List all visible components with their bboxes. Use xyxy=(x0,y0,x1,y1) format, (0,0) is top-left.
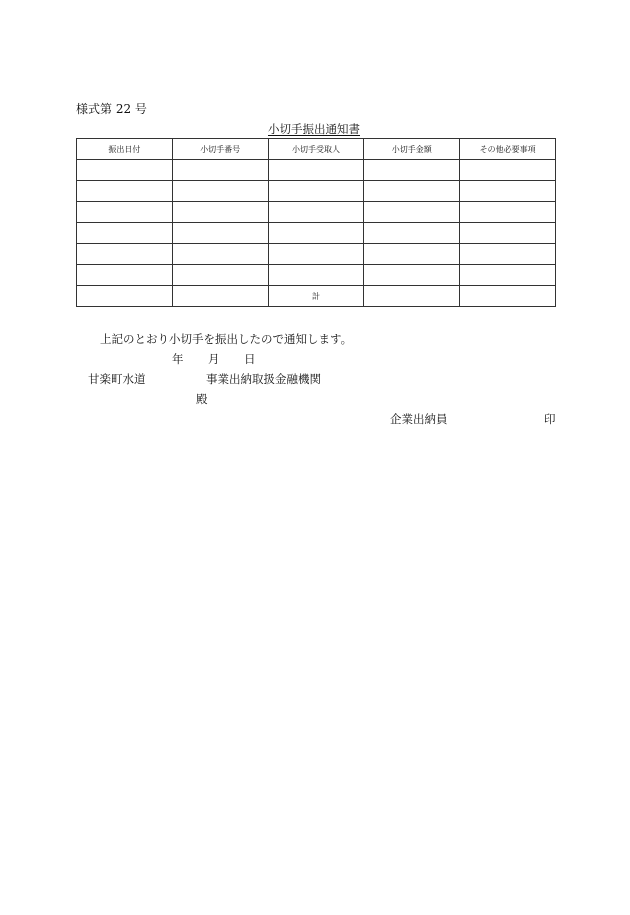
column-header-amount: 小切手金額 xyxy=(364,139,460,160)
table-cell xyxy=(364,181,460,202)
table-cell xyxy=(460,265,556,286)
table-cell xyxy=(460,286,556,307)
check-issue-table xyxy=(76,138,556,307)
total-label: 計 xyxy=(268,286,364,307)
date-year-label: 年 xyxy=(172,352,184,366)
organization-name: 甘楽町水道 xyxy=(88,372,146,386)
table-cell xyxy=(77,160,173,181)
table-cell xyxy=(364,160,460,181)
table-cell xyxy=(364,244,460,265)
column-header-payee: 小切手受取人 xyxy=(268,139,364,160)
table-cell xyxy=(172,265,268,286)
table-row xyxy=(77,160,556,181)
honorific: 殿 xyxy=(196,392,208,406)
date-day-label: 日 xyxy=(244,352,256,366)
column-header-check-number: 小切手番号 xyxy=(172,139,268,160)
seal-mark: 印 xyxy=(544,412,556,426)
table-cell xyxy=(172,160,268,181)
column-header-other-items: その他必要事項 xyxy=(460,139,556,160)
table-cell xyxy=(172,202,268,223)
table-cell xyxy=(460,244,556,265)
table-header-row xyxy=(77,139,556,160)
table-cell xyxy=(268,223,364,244)
table-row xyxy=(77,223,556,244)
table-cell xyxy=(268,160,364,181)
table-row xyxy=(77,265,556,286)
table-cell xyxy=(460,202,556,223)
table-cell xyxy=(364,223,460,244)
table-cell xyxy=(460,160,556,181)
column-header-issue-date: 振出日付 xyxy=(77,139,173,160)
table-cell xyxy=(172,223,268,244)
form-number: 様式第 22 号 xyxy=(76,102,147,116)
table-row xyxy=(77,181,556,202)
table-row xyxy=(77,244,556,265)
notice-statement: 上記のとおり小切手を振出したので通知します。 xyxy=(100,332,353,346)
table-cell xyxy=(460,223,556,244)
table-cell xyxy=(77,265,173,286)
table-cell xyxy=(77,202,173,223)
table-cell xyxy=(77,223,173,244)
table-cell xyxy=(460,181,556,202)
table-row xyxy=(77,202,556,223)
table-cell xyxy=(77,244,173,265)
table-cell xyxy=(268,244,364,265)
document-title: 小切手振出通知書 xyxy=(268,122,360,136)
table-cell xyxy=(77,286,173,307)
table-cell xyxy=(268,202,364,223)
table-cell xyxy=(172,181,268,202)
table-cell xyxy=(364,265,460,286)
bank-name: 事業出納取扱金融機関 xyxy=(206,372,321,386)
table-cell xyxy=(172,244,268,265)
table-total-row xyxy=(77,286,556,307)
officer-title: 企業出納員 xyxy=(390,412,448,426)
table-cell xyxy=(172,286,268,307)
total-amount-cell xyxy=(364,286,460,307)
date-month-label: 月 xyxy=(208,352,220,366)
table-cell xyxy=(77,181,173,202)
table-cell xyxy=(268,181,364,202)
table-cell xyxy=(364,202,460,223)
table-cell xyxy=(268,265,364,286)
